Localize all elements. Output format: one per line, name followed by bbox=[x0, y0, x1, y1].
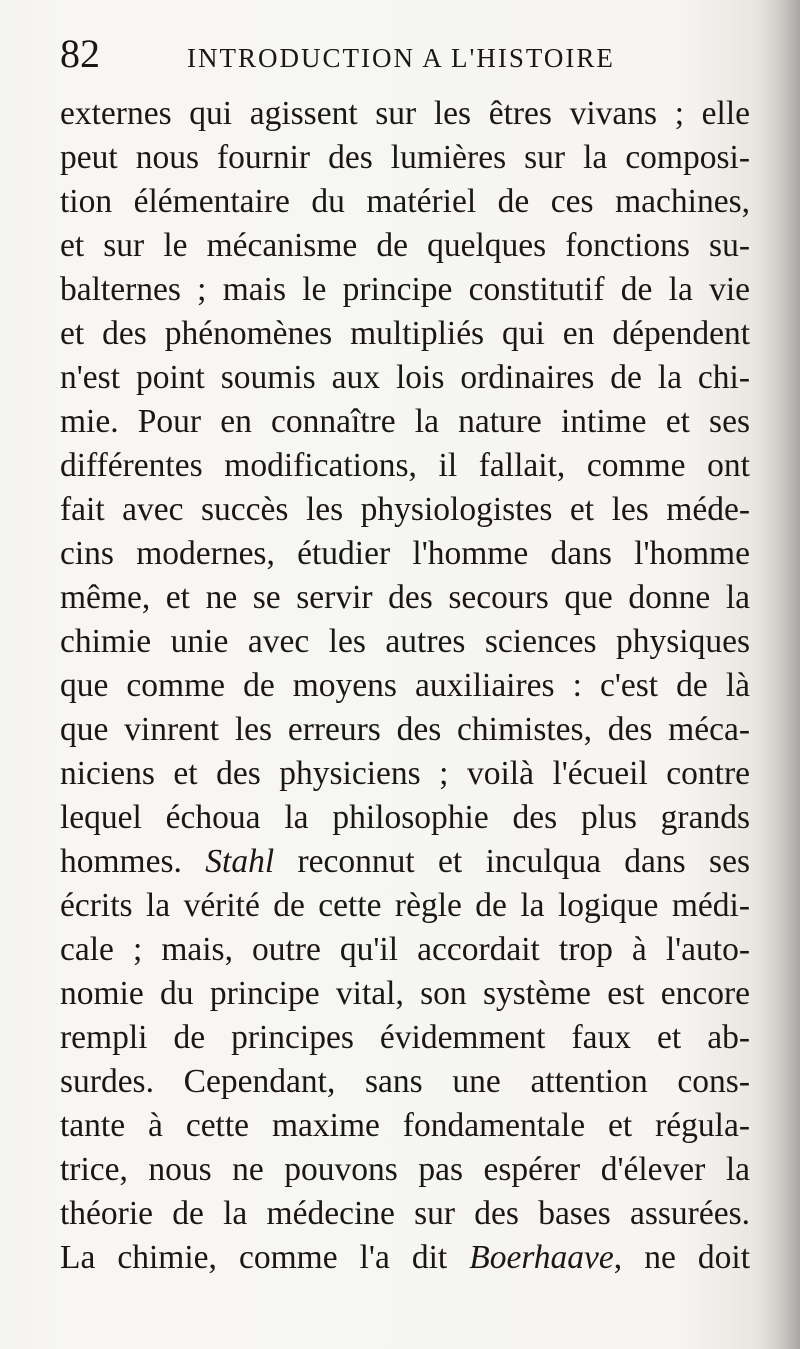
text-line bbox=[60, 840, 750, 884]
text-run: rempli de principes évidemment faux et ab- bbox=[60, 1019, 750, 1056]
text-run: que comme de moyens auxiliaires : c'est de là bbox=[60, 667, 750, 704]
italic-name: Stahl bbox=[205, 843, 275, 880]
text-line bbox=[60, 620, 750, 664]
text-run: que vinrent les erreurs des chimistes, des méca- bbox=[60, 711, 750, 748]
text-run: niciens et des physiciens ; voilà l'écueil contre bbox=[60, 755, 750, 792]
text-line bbox=[60, 928, 750, 972]
page-header bbox=[60, 30, 760, 90]
text-line bbox=[60, 796, 750, 840]
text-line bbox=[60, 1104, 750, 1148]
italic-name: Boerhaave bbox=[469, 1239, 614, 1276]
text-run: tion élémentaire du matériel de ces machines, bbox=[60, 183, 750, 220]
text-run: chimie unie avec les autres sciences physiques bbox=[60, 623, 750, 660]
text-run: même, et ne se servir des secours que donne la bbox=[60, 579, 750, 616]
text-run: n'est point soumis aux lois ordinaires de la chi- bbox=[60, 359, 750, 396]
text-line bbox=[60, 664, 750, 708]
text-line bbox=[60, 444, 750, 488]
text-run: trice, nous ne pouvons pas espérer d'élever la bbox=[60, 1151, 750, 1188]
text-run: externes qui agissent sur les êtres vivans ; elle bbox=[60, 95, 750, 132]
text-line bbox=[60, 576, 750, 620]
running-head: INTRODUCTION A L'HISTOIRE bbox=[187, 43, 615, 73]
text-run: différentes modifications, il fallait, comme ont bbox=[60, 447, 750, 484]
text-run: cale ; mais, outre qu'il accordait trop à l'auto- bbox=[60, 931, 750, 968]
text-run: et des phénomènes multipliés qui en dépendent bbox=[60, 315, 750, 352]
body-text bbox=[60, 92, 750, 1280]
text-line bbox=[60, 224, 750, 268]
text-line bbox=[60, 532, 750, 576]
text-line bbox=[60, 180, 750, 224]
text-run: et sur le mécanisme de quelques fonctions su- bbox=[60, 227, 750, 264]
text-line bbox=[60, 1060, 750, 1104]
text-run: cins modernes, étudier l'homme dans l'homme bbox=[60, 535, 750, 572]
text-run: balternes ; mais le principe constitutif de la vie bbox=[60, 271, 750, 308]
text-run: peut nous fournir des lumières sur la composi- bbox=[60, 139, 750, 176]
text-line bbox=[60, 708, 750, 752]
text-line bbox=[60, 1192, 750, 1236]
text-line bbox=[60, 312, 750, 356]
text-line bbox=[60, 884, 750, 928]
text-run: surdes. Cependant, sans une attention cons- bbox=[60, 1063, 750, 1100]
text-line bbox=[60, 136, 750, 180]
text-run: théorie de la médecine sur des bases assurées. bbox=[60, 1195, 750, 1232]
text-line bbox=[60, 488, 750, 532]
text-line bbox=[60, 1148, 750, 1192]
text-run: hommes. bbox=[60, 843, 206, 880]
text-run: lequel échoua la philosophie des plus grands bbox=[60, 799, 750, 836]
text-run: La chimie, comme l'a dit bbox=[60, 1239, 470, 1276]
text-line bbox=[60, 1236, 750, 1280]
text-line bbox=[60, 356, 750, 400]
text-run: fait avec succès les physiologistes et les méde- bbox=[60, 491, 750, 528]
page-gutter-shadow bbox=[762, 0, 800, 1349]
text-run: tante à cette maxime fondamentale et régula- bbox=[60, 1107, 750, 1144]
text-run: reconnut et inculqua dans ses bbox=[274, 843, 750, 880]
text-line bbox=[60, 268, 750, 312]
text-run: , ne doit bbox=[613, 1239, 750, 1276]
text-run: nomie du principe vital, son système est encore bbox=[60, 975, 750, 1012]
text-run: mie. Pour en connaître la nature intime et ses bbox=[60, 403, 750, 440]
text-line bbox=[60, 972, 750, 1016]
text-run: écrits la vérité de cette règle de la logique médi- bbox=[60, 887, 750, 924]
text-line bbox=[60, 752, 750, 796]
text-line bbox=[60, 400, 750, 444]
page-number: 82 bbox=[60, 31, 100, 76]
text-line bbox=[60, 1016, 750, 1060]
text-line bbox=[60, 92, 750, 136]
